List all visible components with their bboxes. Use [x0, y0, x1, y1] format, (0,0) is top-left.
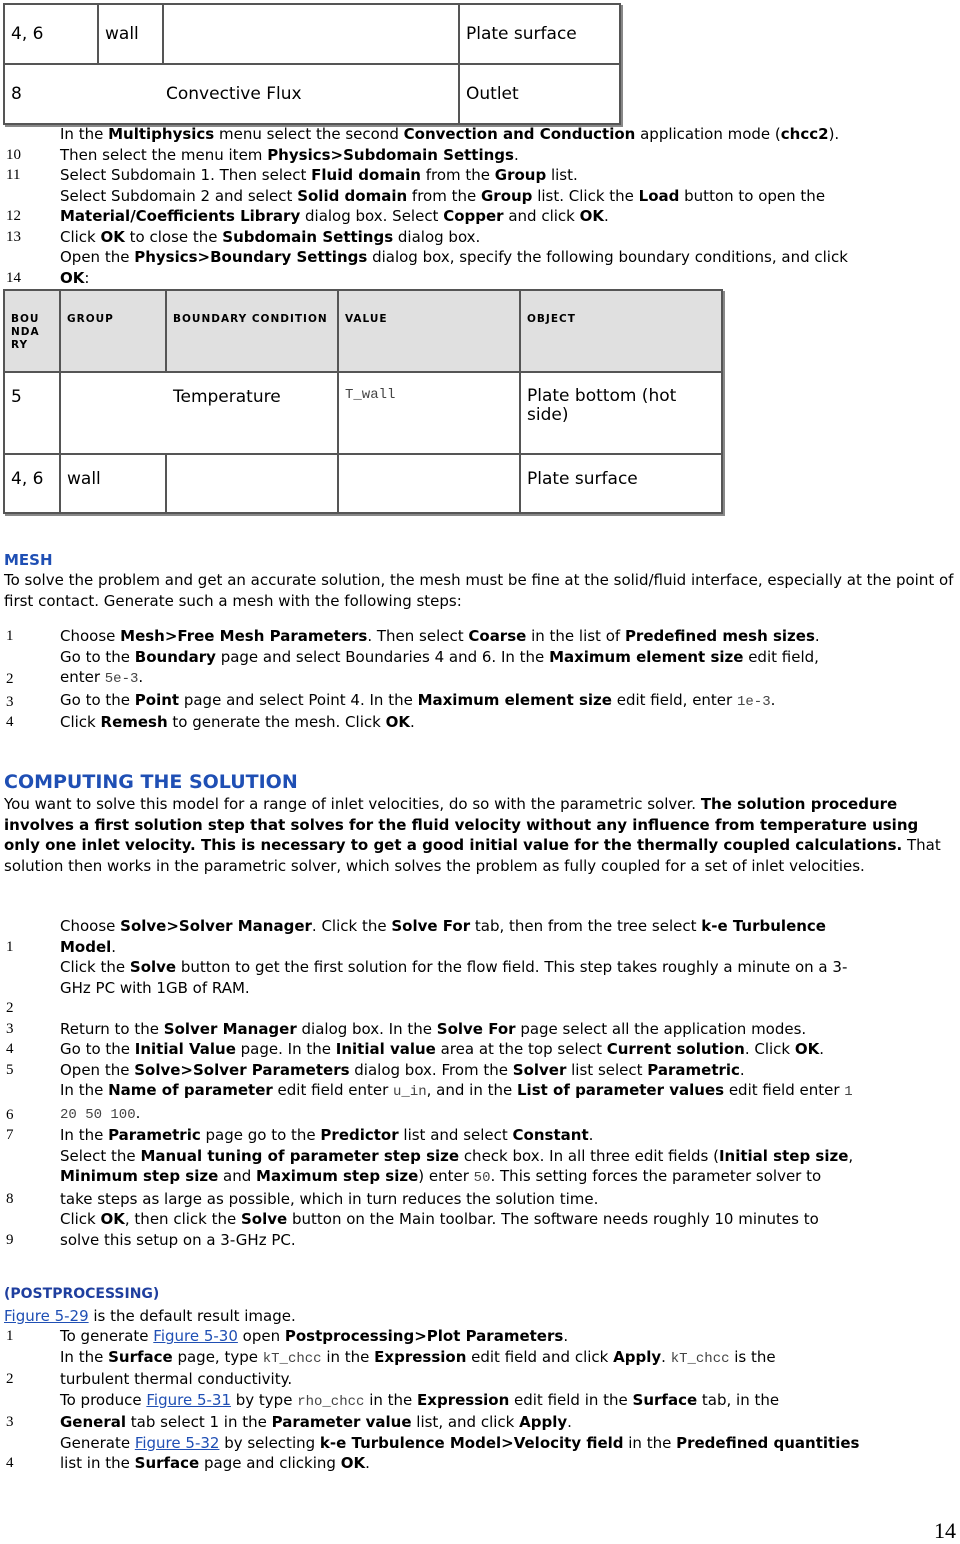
table-cell: wall	[99, 5, 164, 63]
table-cell: Plate surface	[527, 469, 638, 489]
step-text: Go to the Initial Value page. In the Initial value area at the top select Current solution. Click OK.	[60, 1040, 825, 1058]
step-text: In the Surface page, type kT_chcc in the Expression edit field and click Apply. kT_chcc is the turbulent thermal conductivity.	[60, 1347, 776, 1388]
code-value: 5e-3	[104, 671, 139, 687]
table-cell: Convective Flux	[164, 65, 460, 123]
step-text: Open the Physics>Boundary Settings dialog box, specify the following boundary conditions, and click OK:	[60, 248, 848, 287]
table-cell: Plate surface	[466, 24, 577, 44]
code-value: 1e-3	[736, 693, 771, 710]
step-text: In the Parametric page go to the Predictor list and select Constant.	[60, 1126, 594, 1144]
code-value: kT_chcc	[262, 1350, 322, 1367]
step-text: Go to the Boundary page and select Boundaries 4 and 6. In the Maximum element size edit field, enter 5e-3.	[60, 647, 819, 687]
step-text: To generate Figure 5-30 open Postprocessing>Plot Parameters.	[60, 1327, 569, 1345]
column-header-group: GROUP	[61, 291, 167, 371]
step-text: Return to the Solver Manager dialog box. In the Solve For page select all the application modes.	[60, 1019, 807, 1038]
step-item	[6, 916, 954, 957]
column-header-value: VALUE	[339, 291, 521, 371]
step-item	[6, 712, 954, 733]
boundary-table	[3, 289, 723, 514]
step-item	[6, 1390, 954, 1433]
step-list-postprocessing	[6, 1326, 954, 1474]
step-number: 3	[6, 1414, 14, 1430]
table-cell: Temperature	[167, 373, 339, 453]
table-cell-value: T_wall	[339, 373, 521, 453]
step-number: 1	[6, 938, 14, 955]
step-number: 2	[6, 1000, 14, 1016]
table-cell: 4, 6	[5, 5, 99, 63]
step-item	[6, 186, 954, 227]
step-number: 9	[6, 1231, 14, 1248]
step-item	[6, 1039, 954, 1060]
table-cell	[61, 373, 167, 453]
table-row	[5, 455, 721, 512]
step-item	[6, 227, 954, 248]
top-table	[3, 3, 621, 125]
column-header-object: OBJECT	[527, 313, 576, 325]
figure-link[interactable]: Figure 5-30	[153, 1327, 238, 1345]
step-number: 10	[6, 146, 21, 163]
step-text: In the Multiphysics menu select the second Convection and Conduction application mode (chcc2). Then select the menu item Physics>Subdomain Settings.	[60, 125, 840, 164]
code-value: 1	[844, 1084, 853, 1100]
table-cell	[167, 455, 339, 512]
table-cell: Plate bottom (hot side)	[527, 386, 677, 425]
step-number: 12	[6, 208, 21, 224]
step-item	[6, 1146, 954, 1210]
step-text: Select Subdomain 2 and select Solid domain from the Group list. Click the Load button to open the Material/Coefficients Library dialog box. Select Copper and click OK.	[60, 186, 826, 225]
step-list-mesh	[6, 626, 954, 733]
step-text: To produce Figure 5-31 by type rho_chcc in the Expression edit field in the Surface tab, in the General tab select 1 in the Parameter value list, and click Apply.	[60, 1390, 780, 1431]
step-item	[6, 1433, 954, 1474]
section-heading-mesh: MESH	[4, 551, 53, 569]
step-text: Choose Solve>Solver Manager. Click the Solve For tab, then from the tree select k-e Turbulence Model.	[60, 917, 826, 956]
column-header-condition: BOUNDARY CONDITION	[167, 291, 339, 371]
step-text: Click the Solve button to get the first solution for the flow field. This step takes roughly a minute on a 3- GHz PC with 1GB of RAM.	[60, 958, 848, 997]
step-item	[6, 1019, 954, 1040]
step-number: 14	[6, 269, 21, 286]
step-item	[6, 1060, 954, 1081]
table-cell: 5	[5, 373, 61, 453]
step-item	[6, 957, 954, 1019]
step-number: 3	[6, 1020, 14, 1037]
step-number: 6	[6, 1106, 14, 1123]
step-text: Click OK, then click the Solve button on the Main toolbar. The software needs roughly 10 minutes to solve this setup on a 3-GHz PC.	[60, 1210, 819, 1249]
section-heading-computing: COMPUTING THE SOLUTION	[4, 771, 298, 793]
step-text: Select Subdomain 1. Then select Fluid domain from the Group list.	[60, 166, 578, 184]
code-value: 50	[473, 1170, 491, 1186]
step-number: 4	[6, 1041, 14, 1057]
step-number: 8	[6, 1190, 14, 1207]
step-number: 4	[6, 714, 14, 730]
table-row	[5, 65, 619, 123]
step-item	[6, 165, 954, 186]
step-number: 1	[6, 1328, 14, 1344]
step-item	[6, 1125, 954, 1146]
step-item	[6, 1209, 954, 1250]
step-number: 4	[6, 1455, 14, 1471]
step-item	[6, 690, 954, 713]
step-text: Click Remesh to generate the mesh. Click OK.	[60, 713, 415, 731]
column-header-boundary: BOU NDA RY	[5, 291, 61, 371]
step-text: Select the Manual tuning of parameter step size check box. In all three edit fields (Initial step size, Minimum step size and Maximum step size) enter 50. This setting forces the parameter solver to take steps as large as possible, which in turn reduces the solution time.	[60, 1146, 854, 1208]
table-row	[5, 373, 721, 455]
step-item	[6, 247, 954, 288]
table-cell: Outlet	[466, 84, 519, 104]
table-cell: 4, 6	[5, 455, 61, 512]
page-number: 14	[934, 1518, 956, 1543]
mesh-intro: To solve the problem and get an accurate solution, the mesh must be fine at the solid/fluid interface, especially at the point of first contact. Generate such a mesh with the following steps:	[4, 571, 954, 610]
step-text: Go to the Point page and select Point 4. In the Maximum element size edit field, enter 1e-3.	[60, 690, 776, 710]
step-item	[6, 1347, 954, 1390]
table-header-row	[5, 291, 721, 373]
code-value: 20 50 100	[60, 1106, 136, 1123]
code-value: kT_chcc	[670, 1350, 730, 1367]
step-item	[6, 124, 954, 165]
step-number: 5	[6, 1061, 14, 1078]
code-value: rho_chcc	[297, 1393, 365, 1410]
step-number: 3	[6, 693, 14, 710]
table-row	[5, 5, 619, 65]
step-item	[6, 626, 954, 647]
step-number: 7	[6, 1127, 14, 1143]
computing-intro: You want to solve this model for a range of inlet velocities, do so with the parametric solver. The solution procedure involves a first solution step that solves for the fluid velocity without any influence from temperature using only one inlet velocity. This is necessary to get a good initial value for the thermally coupled calculations. That solution then works in the parametric solver, which solves the problem as fully coupled for a set of inlet velocities.	[4, 795, 941, 875]
table-cell	[339, 455, 521, 512]
step-text: Choose Mesh>Free Mesh Parameters. Then select Coarse in the list of Predefined mesh sizes.	[60, 627, 820, 645]
step-item	[6, 647, 954, 690]
table-cell: 8	[11, 84, 22, 104]
step-number: 13	[6, 228, 21, 245]
step-text: Click OK to close the Subdomain Settings dialog box.	[60, 227, 481, 246]
step-text: Open the Solve>Solver Parameters dialog box. From the Solver list select Parametric.	[60, 1060, 745, 1079]
figure-link[interactable]: Figure 5-29	[4, 1307, 89, 1325]
step-list-physics	[6, 124, 954, 288]
step-text: Generate Figure 5-32 by selecting k-e Turbulence Model>Velocity field in the Predefined quantities list in the Surface page and clicking OK.	[60, 1433, 860, 1472]
step-number: 1	[6, 628, 14, 644]
code-value: u_in	[393, 1084, 427, 1100]
figure-link[interactable]: Figure 5-31	[146, 1390, 231, 1409]
step-list-computing	[6, 916, 954, 1250]
postprocessing-intro: Figure 5-29 is the default result image.	[4, 1307, 296, 1325]
step-text: In the Name of parameter edit field enter u_in, and in the List of parameter values edit field enter 1 20 50 100.	[60, 1081, 853, 1123]
step-number: 2	[6, 671, 14, 687]
step-number: 11	[6, 167, 21, 183]
table-cell	[164, 5, 460, 63]
step-item	[6, 1080, 954, 1125]
step-number: 2	[6, 1371, 14, 1387]
table-cell: wall	[61, 455, 167, 512]
figure-link[interactable]: Figure 5-32	[134, 1433, 220, 1452]
step-item	[6, 1326, 954, 1347]
section-heading-postprocessing: (POSTPROCESSING)	[4, 1286, 160, 1302]
